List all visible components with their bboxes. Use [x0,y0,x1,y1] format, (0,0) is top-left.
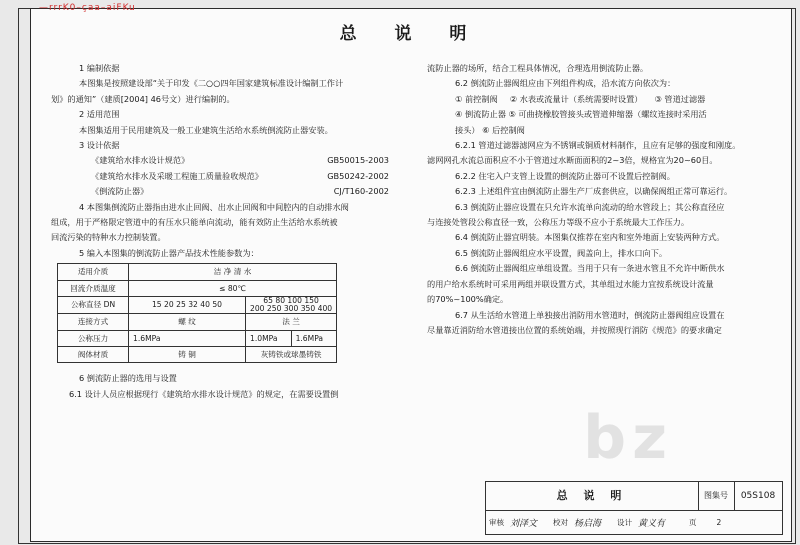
atlas-number-label: 图集号 [698,482,735,511]
review-signature: 刘泽文 [510,518,538,529]
table-cell: 1.6MPa [129,330,246,346]
right-column [427,61,782,338]
component-list-row: ④ 倒流防止器 ⑤ 可曲挠橡胶管接头或管道伸缩器（螺纹连接时采用活 [455,109,707,120]
reference-name: 《建筑给水排水及采暖工程施工质量验收规范》 [91,170,263,181]
reference-name: 《建筑给水排水设计规范》 [91,155,190,166]
paragraph-line: 6.2.2 住宅入户支管上设置的倒流防止器可不设置后控制阀。 [455,170,675,181]
paragraph-line: 6.2 倒流防止器阀组应由下列组件构成，沿水流方向依次为： [455,78,676,89]
drawing-sheet [30,3,792,542]
page-number: 2 [716,517,722,527]
section-4-text-cont2: 回流污染的特种水力控制装置。 [51,232,166,243]
section-2-text: 本图集适用于民用建筑及一般工业建筑生活给水系统倒流防止器安装。 [79,124,333,135]
section-1-text: 本图集是按照建设部“关于印发《二○○四年国家建筑标准设计编制工作计 [79,78,344,89]
table-cell: 1.6MPa [291,330,337,346]
table-label: 公称直径 DN [58,297,129,314]
paragraph-line: 6.7 从生活给水管道上单独接出消防用水管道时，倒流防止器阀组应设置在 [455,309,725,320]
design-signature: 黄义有 [638,518,666,529]
table-cell: 法 兰 [246,314,337,330]
paragraph-line: 的用户给水系统时可采用两组并联设置方式，其单组过水能力宜按系统设计流量 [427,278,714,289]
reference-code: CJ/T160-2002 [333,186,389,197]
paragraph-line: 6.5 倒流防止器阀组应水平设置，阀盖向上，排水口向下。 [455,247,668,258]
table-label: 适用介质 [58,264,129,280]
table-label: 回流介质温度 [58,280,129,296]
reference-row [51,184,401,199]
title-block-name: 总 说 明 [486,482,699,511]
reference-code: GB50242-2002 [327,170,389,181]
table-cell: 1.0MPa [246,330,292,346]
section-3-heading: 3 设计依据 [79,140,120,151]
table-label: 连接方式 [58,314,129,330]
paragraph-line: 6.2.3 上述组件宜由倒流防止器生产厂成套供应，以确保阀组正常可靠运行。 [455,186,733,197]
left-column [51,61,401,402]
paragraph-line: 滤网网孔水流总面积应不小于管道过水断面面积的2~3倍，规格宜为20~60目。 [427,155,718,166]
paragraph-line: 6.4 倒流防止器宜明装。本图集仅推荐在室内和室外地面上安装两种方式。 [455,232,725,243]
table-cell: ≤ 80℃ [129,280,337,296]
section-4-text-cont: 组成，用于严格限定管道中的有压水只能单向流动，能有效防止生活给水系统被 [51,217,338,228]
table-label: 公称压力 [58,330,129,346]
check-label: 校对 [553,517,569,527]
section-6-1-text: 6.1 设计人员应根据现行《建筑给水排水设计规范》的规定，在需要设置倒 [69,388,339,399]
component-item: ③ 管道过滤器 [654,93,706,104]
title-block [485,481,783,535]
reference-code: GB50015-2003 [327,155,389,166]
component-item: ① 前控制阀 [455,93,498,104]
page-title: 总 说 明 [339,24,483,44]
table-cell: 灰铸铁或球墨铸铁 [246,346,337,362]
component-list-row: 接头） ⑥ 后控制阀 [455,124,525,135]
corner-mark: —rrrK0–çaa–aiFKu [39,3,136,13]
component-item: ② 水表或流量计（系统需要时设置） [509,93,643,104]
section-1-heading: 1 编制依据 [79,63,120,73]
paragraph-line: 与连接处管段公称直径一致，公称压力等级不应小于系统最大工作压力。 [427,217,690,228]
paragraph-line: 6.6 倒流防止器阀组应单组设置。当用于只有一条进水管且不允许中断供水 [455,263,725,274]
section-6-heading: 6 倒流防止器的选用与设置 [79,373,177,384]
paragraph-line: 6.2.1 管道过滤器滤网应为不锈钢或铜质材料制作，且应有足够的强度和刚度。 [455,140,741,151]
table-cell: 15 20 25 32 40 50 [129,297,246,314]
component-list-row [427,92,782,107]
paragraph-line: 流防止器的场所，结合工程具体情况，合理选用倒流防止器。 [427,63,649,73]
section-2-heading: 2 适用范围 [79,109,120,120]
check-signature: 杨启海 [574,518,602,529]
design-label: 设计 [617,517,633,527]
atlas-number-value: 05S108 [734,482,782,511]
table-cell: 螺 纹 [129,314,246,330]
table-cell: 铸 铜 [129,346,246,362]
review-label: 审核 [489,517,504,527]
paragraph-line: 6.3 倒流防止器应设置在只允许水流单向流动的给水管段上；其公称直径应 [455,201,725,212]
spec-table [57,263,337,363]
section-4-text: 4 本图集倒流防止器指由进水止回阀、出水止回阀和中间腔内的自动排水阀 [79,201,349,212]
table-cell: 65 80 100 150 200 250 300 350 400 [246,297,337,314]
reference-row [51,153,401,168]
table-cell: 洁 净 清 水 [129,264,337,280]
reference-name: 《倒流防止器》 [91,186,149,197]
reference-row [51,169,401,184]
section-1-text-cont: 划》的通知”（建质[2004] 46号文）进行编制的。 [51,93,235,104]
section-5-heading: 5 编入本图集的倒流防止器产品技术性能参数为： [79,247,259,258]
paragraph-line: 尽量靠近消防给水管道接出位置的系统始端，并按照现行消防《规范》的要求确定 [427,324,722,335]
paragraph-line: 的70%~100%确定。 [427,294,509,305]
page-label: 页 [689,517,697,527]
table-label: 阀体材质 [58,346,129,362]
watermark: bz [583,403,673,473]
signature-row [486,510,782,534]
